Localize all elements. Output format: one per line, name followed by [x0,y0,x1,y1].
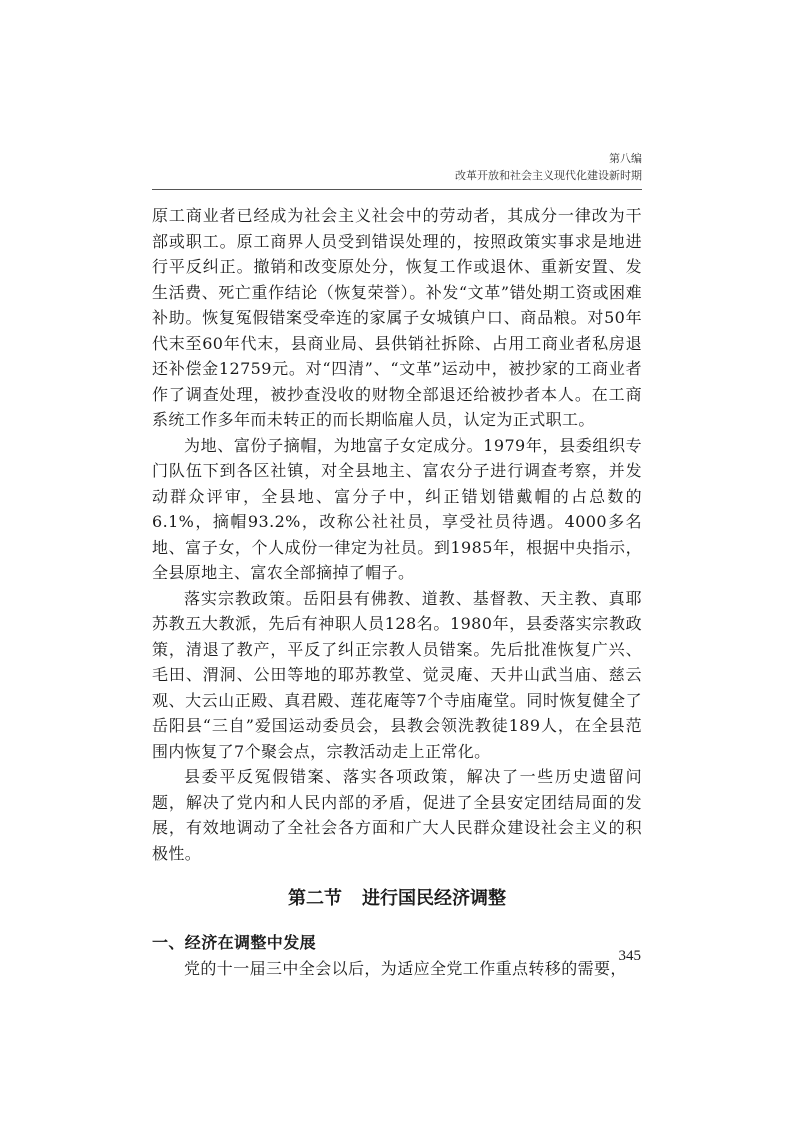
page-body [152,203,642,981]
paragraph-2: 为地、富份子摘帽，为地富子女定成分。1979年，县委组织专门队伍下到各区社镇，对全县地主、富农分子进行调查考察，并发动群众评审，全县地、富分子中，纠正错划错戴帽的占总数的6.1%，摘帽93.2%，改称公社社员，享受社员待遇。4000多名地、富子女，个人成份一律定为社员。到1985年，根据中央指示，全县原地主、富农全部摘掉了帽子。 [152,435,642,582]
section-number: 第二节 [288,888,342,909]
header-rule [152,189,642,190]
section-title: 进行国民经济调整 [362,888,506,909]
header-part: 第八编 [609,152,642,165]
section-heading [152,886,642,912]
paragraph-3: 落实宗教政策。岳阳县有佛教、道教、基督教、天主教、真耶苏教五大教派，先后有神职人员128名。1980年，县委落实宗教政策，清退了教产，平反了纠正宗教人员错案。先后批准恢复广兴、毛田、渭洞、公田等地的耶苏教堂、觉灵庵、天井山武当庙、慈云观、大云山正殿、真君殿、莲花庵等7个寺庙庵堂。同时恢复健全了岳阳县“三自”爱国运动委员会，县教会领洗教徒189人，在全县范围内恢复了7个聚会点，宗教活动走上正常化。 [152,588,642,761]
subheading: 一、经济在调整中发展 [152,933,317,952]
paragraph-4: 县委平反冤假错案、落实各项政策，解决了一些历史遗留问题，解决了党内和人民内部的矛盾，促进了全县安定团结局面的发展，有效地调动了全社会各方面和广大人民群众建设社会主义的积极性。 [152,767,642,863]
page-number: 345 [618,948,641,964]
paragraph-1: 原工商业者已经成为社会主义社会中的劳动者，其成分一律改为干部或职工。原工商界人员受到错误处理的，按照政策实事求是地进行平反纠正。撤销和改变原处分，恢复工作或退休、重新安置、发生活费、死亡重作结论（恢复荣誉）。补发“文革”错处期工资或困难补助。恢复冤假错案受牵连的家属子女城镇户口、商品粮。对50年代末至60年代末，县商业局、县供销社拆除、占用工商业者私房退还补偿金12759元。对“四清”、“文革”运动中，被抄家的工商业者作了调查处理，被抄查没收的财物全部退还给被抄者本人。在工商系统工作多年而未转正的而长期临雇人员，认定为正式职工。 [152,206,642,429]
header-title: 改革开放和社会主义现代化建设新时期 [455,169,642,182]
paragraph-5: 党的十一届三中全会以后，为适应全党工作重点转移的需要， [184,958,627,978]
running-header [455,150,642,184]
